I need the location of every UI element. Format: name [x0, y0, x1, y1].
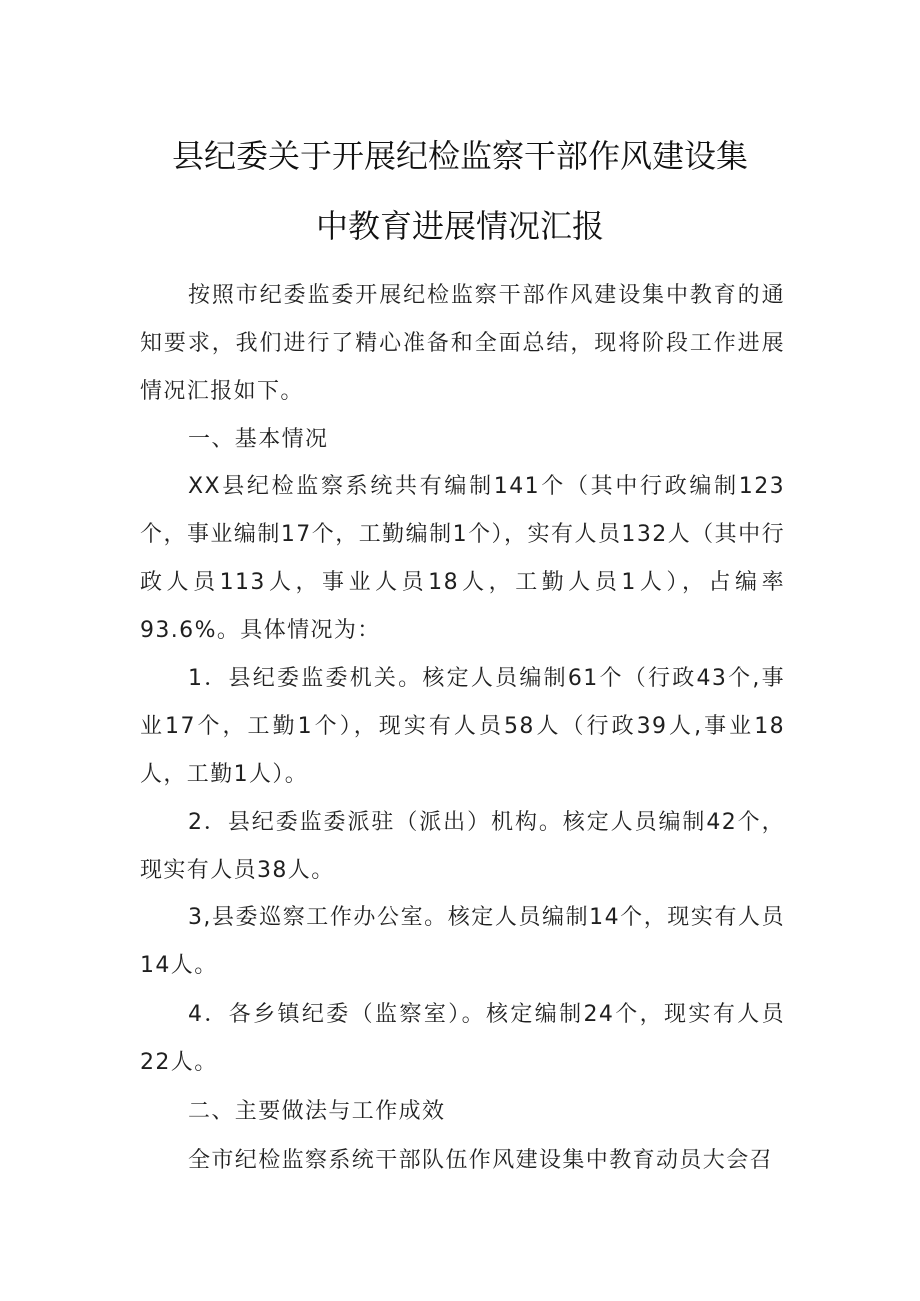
- section1-heading: 一、基本情况: [188, 427, 329, 452]
- list-item-1: 1．县纪委监委机关。核定人员编制61个（行政43个,事业17个，工勤1个），现实有人员58人（行政39人,事业18人，工勤1人）。: [140, 666, 785, 787]
- list-item-4: 4．各乡镇纪委（监察室）。核定编制24个，现实有人员22人。: [140, 1002, 785, 1075]
- list-item-3: 3,县委巡察工作办公室。核定人员编制14个，现实有人员14人。: [140, 905, 785, 978]
- document-title-line2: 中教育进展情况汇报: [315, 207, 604, 245]
- section1-overview-paragraph: XX县纪检监察系统共有编制141个（其中行政编制123个，事业编制17个，工勤编制1个），实有人员132人（其中行政人员113人，事业人员18人，工勤人员1人），占编率93.6%。具体情况为：: [140, 474, 785, 643]
- intro-paragraph: 按照市纪委监委开展纪检监察干部作风建设集中教育的通知要求，我们进行了精心准备和全面总结，现将阶段工作进展情况汇报如下。: [140, 283, 785, 404]
- document-title-line1: 县纪委关于开展纪检监察干部作风建设集: [171, 137, 748, 175]
- section2-heading: 二、主要做法与工作成效: [188, 1099, 446, 1124]
- section2-paragraph: 全市纪检监察系统干部队伍作风建设集中教育动员大会召: [188, 1148, 774, 1173]
- list-item-2: 2．县纪委监委派驻（派出）机构。核定人员编制42个，现实有人员38人。: [140, 810, 785, 883]
